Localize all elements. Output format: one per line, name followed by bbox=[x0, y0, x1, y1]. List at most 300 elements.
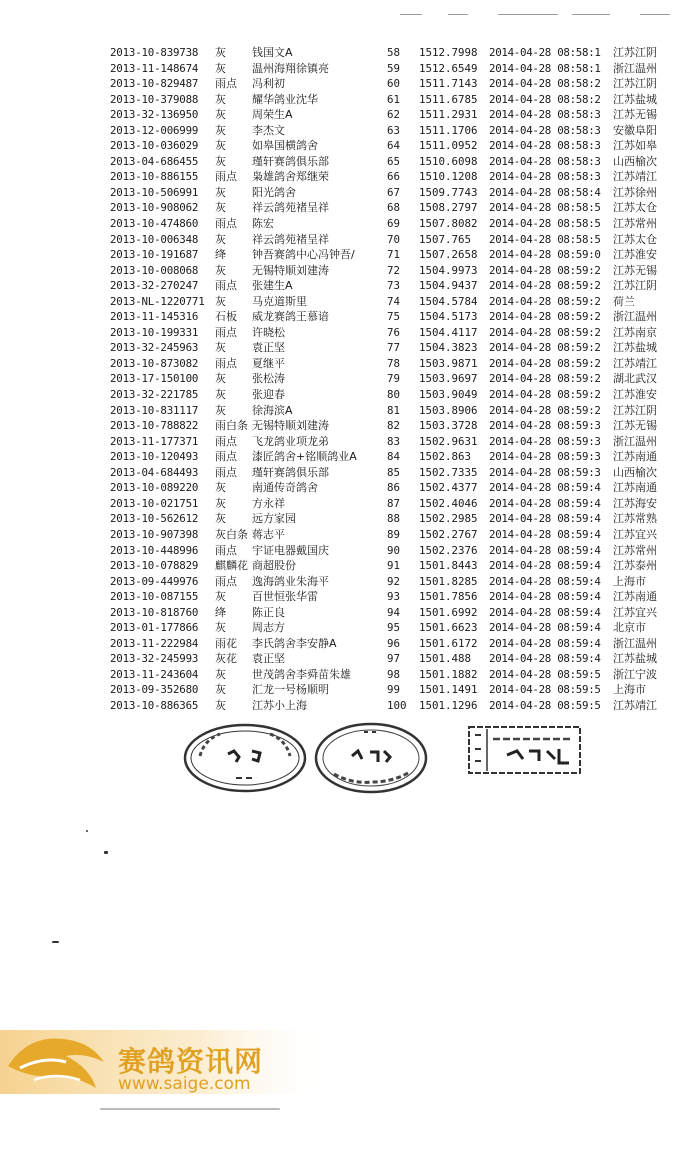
cell-place: 江苏常州 bbox=[613, 543, 657, 557]
cell-time: 2014-04-28 08:59:4 bbox=[489, 512, 601, 526]
cell-place: 江苏南通 bbox=[613, 590, 657, 604]
cell-owner: 南通传奇鸽舍 bbox=[252, 481, 318, 495]
cell-color: 灰 bbox=[215, 185, 226, 199]
cell-color: 雨点 bbox=[215, 170, 237, 184]
table-row bbox=[110, 138, 685, 154]
cell-time: 2014-04-28 08:59:3 bbox=[489, 465, 601, 479]
cell-speed: 1507.2658 bbox=[419, 248, 478, 262]
cell-time: 2014-04-28 08:59:0 bbox=[489, 248, 601, 262]
cell-speed: 1512.6549 bbox=[419, 61, 478, 75]
cell-rank: 78 bbox=[387, 356, 401, 370]
cell-rank: 58 bbox=[387, 46, 401, 59]
cell-color: 麒麟花 bbox=[215, 559, 248, 573]
cell-owner: 徐海滨A bbox=[252, 403, 293, 417]
cell-owner: 许晓松 bbox=[252, 325, 285, 339]
cell-owner: 世茂鸽舍李舜苗朱雄 bbox=[252, 667, 351, 681]
cell-time: 2014-04-28 08:59:4 bbox=[489, 574, 601, 588]
cell-speed: 1509.7743 bbox=[419, 185, 478, 199]
cell-color: 石板 bbox=[215, 310, 237, 324]
cell-owner: 陈宏 bbox=[252, 217, 274, 231]
cell-time: 2014-04-28 08:59:5 bbox=[489, 698, 601, 712]
table-row bbox=[110, 92, 685, 108]
cell-rank: 62 bbox=[387, 108, 401, 122]
cell-owner: 温州海翔徐镇亮 bbox=[252, 61, 329, 75]
cell-place: 江苏江阴 bbox=[613, 77, 657, 91]
cell-color: 灰 bbox=[215, 46, 226, 59]
cell-owner: 枭雄鸽舍郑继荣 bbox=[252, 170, 329, 184]
saige-logo-banner bbox=[0, 1022, 700, 1102]
table-row bbox=[110, 107, 685, 123]
cell-ring: 2013-10-506991 bbox=[110, 185, 199, 199]
cell-color: 灰 bbox=[215, 667, 226, 681]
table-row bbox=[110, 636, 685, 652]
cell-place: 江苏无锡 bbox=[613, 263, 657, 277]
cell-ring: 2013-11-222984 bbox=[110, 636, 199, 650]
cell-place: 江苏宜兴 bbox=[613, 527, 657, 541]
cell-owner: 祥云鸽苑褚呈祥 bbox=[252, 201, 329, 215]
cell-place: 湖北武汉 bbox=[613, 372, 657, 386]
cell-rank: 71 bbox=[387, 248, 401, 262]
cell-rank: 89 bbox=[387, 527, 401, 541]
table-row bbox=[110, 682, 685, 698]
table-row bbox=[110, 418, 685, 434]
cell-owner: 飞龙鸽业项龙弟 bbox=[252, 434, 329, 448]
cell-place: 浙江温州 bbox=[613, 61, 657, 75]
cell-speed: 1503.8906 bbox=[419, 403, 478, 417]
cell-rank: 65 bbox=[387, 154, 401, 168]
cell-speed: 1504.5173 bbox=[419, 310, 478, 324]
table-row bbox=[110, 154, 685, 170]
cell-speed: 1510.1208 bbox=[419, 170, 478, 184]
top-scan-mark bbox=[640, 14, 670, 15]
cell-owner: 阳光鸽舍 bbox=[252, 185, 296, 199]
cell-owner: 方永祥 bbox=[252, 496, 285, 510]
cell-ring: 2013-32-245993 bbox=[110, 652, 199, 666]
cell-owner: 威龙赛鸽王慕谙 bbox=[252, 310, 329, 324]
cell-speed: 1504.5784 bbox=[419, 294, 478, 308]
cell-color: 灰 bbox=[215, 263, 226, 277]
cell-ring: 2013-10-199331 bbox=[110, 325, 199, 339]
cell-owner: 百世恒张华雷 bbox=[252, 590, 318, 604]
table-row bbox=[110, 667, 685, 683]
cell-owner: 蒋志平 bbox=[252, 527, 285, 541]
cell-owner: 漆匠鸽舍+铭顺鸽业A bbox=[252, 450, 357, 464]
cell-place: 江苏如皋 bbox=[613, 139, 657, 153]
cell-speed: 1501.1882 bbox=[419, 667, 478, 681]
cell-place: 江苏淮安 bbox=[613, 388, 657, 402]
cell-speed: 1510.6098 bbox=[419, 154, 478, 168]
cell-ring: 2013-10-788822 bbox=[110, 419, 199, 433]
cell-rank: 84 bbox=[387, 450, 401, 464]
cell-owner: 袁正坚 bbox=[252, 341, 285, 355]
cell-rank: 87 bbox=[387, 496, 401, 510]
cell-time: 2014-04-28 08:59:4 bbox=[489, 481, 601, 495]
scan-speck bbox=[86, 830, 88, 832]
cell-color: 灰 bbox=[215, 154, 226, 168]
table-row bbox=[110, 605, 685, 621]
cell-rank: 88 bbox=[387, 512, 401, 526]
cell-ring: 2013-32-221785 bbox=[110, 388, 199, 402]
cell-ring: 2013-32-136950 bbox=[110, 108, 199, 122]
cell-speed: 1501.6992 bbox=[419, 605, 478, 619]
cell-time: 2014-04-28 08:58:3 bbox=[489, 154, 601, 168]
table-row bbox=[110, 589, 685, 605]
table-row bbox=[110, 294, 685, 310]
cell-color: 雨点 bbox=[215, 325, 237, 339]
cell-ring: 2013-NL-1220771 bbox=[110, 294, 205, 308]
table-row bbox=[110, 449, 685, 465]
cell-color: 雨点 bbox=[215, 356, 237, 370]
cell-ring: 2013-10-448996 bbox=[110, 543, 199, 557]
cell-owner: 陈正良 bbox=[252, 605, 285, 619]
cell-place: 江苏南京 bbox=[613, 325, 657, 339]
cell-rank: 74 bbox=[387, 294, 401, 308]
cell-rank: 64 bbox=[387, 139, 401, 153]
cell-time: 2014-04-28 08:59:3 bbox=[489, 419, 601, 433]
cell-color: 雨点 bbox=[215, 217, 237, 231]
cell-owner: 江苏小上海 bbox=[252, 698, 307, 712]
cell-speed: 1507.8082 bbox=[419, 217, 478, 231]
cell-ring: 2013-10-089220 bbox=[110, 481, 199, 495]
cell-speed: 1502.9631 bbox=[419, 434, 478, 448]
cell-rank: 59 bbox=[387, 61, 401, 75]
cell-place: 北京市 bbox=[613, 621, 646, 635]
cell-speed: 1502.2985 bbox=[419, 512, 478, 526]
cell-owner: 周荣生A bbox=[252, 108, 293, 122]
cell-color: 雨点 bbox=[215, 574, 237, 588]
cell-ring: 2013-10-818760 bbox=[110, 605, 199, 619]
cell-time: 2014-04-28 08:59:4 bbox=[489, 559, 601, 573]
cell-ring: 2013-10-873082 bbox=[110, 356, 199, 370]
cell-color: 灰 bbox=[215, 621, 226, 635]
cell-place: 江苏盐城 bbox=[613, 652, 657, 666]
cell-time: 2014-04-28 08:58:5 bbox=[489, 232, 601, 246]
cell-ring: 2013-10-886365 bbox=[110, 698, 199, 712]
table-row bbox=[110, 185, 685, 201]
cell-owner: 夏继平 bbox=[252, 356, 285, 370]
cell-color: 灰 bbox=[215, 123, 226, 137]
cell-owner: 远方家园 bbox=[252, 512, 296, 526]
cell-place: 江苏海安 bbox=[613, 496, 657, 510]
cell-rank: 79 bbox=[387, 372, 401, 386]
cell-place: 江苏泰州 bbox=[613, 559, 657, 573]
cell-place: 江苏无锡 bbox=[613, 419, 657, 433]
cell-place: 安徽阜阳 bbox=[613, 123, 657, 137]
cell-color: 灰 bbox=[215, 92, 226, 106]
cell-speed: 1508.2797 bbox=[419, 201, 478, 215]
table-row bbox=[110, 698, 685, 714]
cell-time: 2014-04-28 08:59:2 bbox=[489, 294, 601, 308]
table-row bbox=[110, 61, 685, 77]
cell-time: 2014-04-28 08:59:4 bbox=[489, 636, 601, 650]
cell-owner: 无锡特顺刘建涛 bbox=[252, 419, 329, 433]
table-row bbox=[110, 434, 685, 450]
referee-seal-round-middle bbox=[312, 718, 430, 796]
cell-color: 雨点 bbox=[215, 77, 237, 91]
cell-place: 山西榆次 bbox=[613, 465, 657, 479]
cell-owner: 钟吾赛鸽中心冯钟吾/ bbox=[252, 248, 355, 262]
cell-color: 雨点 bbox=[215, 543, 237, 557]
cell-time: 2014-04-28 08:59:3 bbox=[489, 450, 601, 464]
cell-place: 江苏江阴 bbox=[613, 403, 657, 417]
table-row bbox=[110, 403, 685, 419]
cell-place: 江苏南通 bbox=[613, 450, 657, 464]
watermark-url: www.saige.com bbox=[118, 1074, 251, 1094]
cell-time: 2014-04-28 08:59:4 bbox=[489, 605, 601, 619]
cell-place: 江苏靖江 bbox=[613, 170, 657, 184]
cell-time: 2014-04-28 08:58:4 bbox=[489, 185, 601, 199]
cell-color: 灰 bbox=[215, 139, 226, 153]
cell-rank: 75 bbox=[387, 310, 401, 324]
cell-color: 灰 bbox=[215, 294, 226, 308]
cell-time: 2014-04-28 08:59:2 bbox=[489, 388, 601, 402]
cell-speed: 1512.7998 bbox=[419, 46, 478, 59]
cell-time: 2014-04-28 08:58:5 bbox=[489, 217, 601, 231]
cell-speed: 1503.9049 bbox=[419, 388, 478, 402]
table-row bbox=[110, 76, 685, 92]
table-row bbox=[110, 511, 685, 527]
cell-time: 2014-04-28 08:58:3 bbox=[489, 139, 601, 153]
table-row bbox=[110, 200, 685, 216]
cell-ring: 2013-11-145316 bbox=[110, 310, 199, 324]
cell-owner: 汇龙一号杨顺明 bbox=[252, 683, 329, 697]
cell-color: 雨点 bbox=[215, 450, 237, 464]
cell-place: 浙江温州 bbox=[613, 434, 657, 448]
cell-color: 灰 bbox=[215, 388, 226, 402]
cell-owner: 钱国文A bbox=[252, 46, 293, 59]
cell-rank: 81 bbox=[387, 403, 401, 417]
cell-owner: 马克道斯里 bbox=[252, 294, 307, 308]
table-row bbox=[110, 325, 685, 341]
cell-ring: 2013-10-379088 bbox=[110, 92, 199, 106]
cell-time: 2014-04-28 08:59:2 bbox=[489, 263, 601, 277]
cell-ring: 2013-10-886155 bbox=[110, 170, 199, 184]
cell-ring: 2013-09-352680 bbox=[110, 683, 199, 697]
table-row bbox=[110, 232, 685, 248]
cell-color: 雨花 bbox=[215, 636, 237, 650]
cell-ring: 2013-10-087155 bbox=[110, 590, 199, 604]
cell-ring: 2013-04-684493 bbox=[110, 465, 199, 479]
cell-rank: 67 bbox=[387, 185, 401, 199]
cell-speed: 1503.3728 bbox=[419, 419, 478, 433]
cell-place: 江苏靖江 bbox=[613, 356, 657, 370]
table-row bbox=[110, 465, 685, 481]
cell-time: 2014-04-28 08:59:4 bbox=[489, 543, 601, 557]
cell-rank: 91 bbox=[387, 559, 401, 573]
top-scan-mark bbox=[400, 14, 422, 15]
cell-speed: 1504.9973 bbox=[419, 263, 478, 277]
cell-time: 2014-04-28 08:59:4 bbox=[489, 590, 601, 604]
cell-color: 灰 bbox=[215, 108, 226, 122]
cell-place: 江苏宜兴 bbox=[613, 605, 657, 619]
cell-color: 灰 bbox=[215, 481, 226, 495]
table-row bbox=[110, 371, 685, 387]
cell-rank: 97 bbox=[387, 652, 401, 666]
cell-speed: 1507.765 bbox=[419, 232, 472, 246]
cell-rank: 77 bbox=[387, 341, 401, 355]
cell-ring: 2013-11-148674 bbox=[110, 61, 199, 75]
table-row bbox=[110, 123, 685, 139]
cell-owner: 张建生A bbox=[252, 279, 293, 293]
cell-speed: 1501.8443 bbox=[419, 559, 478, 573]
cell-time: 2014-04-28 08:58:1 bbox=[489, 61, 601, 75]
cell-speed: 1504.4117 bbox=[419, 325, 478, 339]
cell-ring: 2013-10-839738 bbox=[110, 46, 199, 59]
cell-speed: 1501.6623 bbox=[419, 621, 478, 635]
cell-speed: 1501.1296 bbox=[419, 698, 478, 712]
bottom-scan-mark bbox=[100, 1108, 280, 1110]
table-row bbox=[110, 651, 685, 667]
scan-speck bbox=[104, 851, 108, 854]
cell-owner: 张松涛 bbox=[252, 372, 285, 386]
cell-speed: 1511.0952 bbox=[419, 139, 478, 153]
cell-speed: 1502.2376 bbox=[419, 543, 478, 557]
table-row bbox=[110, 356, 685, 372]
cell-ring: 2013-10-474860 bbox=[110, 217, 199, 231]
cell-color: 灰 bbox=[215, 232, 226, 246]
cell-time: 2014-04-28 08:59:5 bbox=[489, 683, 601, 697]
cell-rank: 94 bbox=[387, 605, 401, 619]
cell-time: 2014-04-28 08:59:4 bbox=[489, 652, 601, 666]
cell-rank: 82 bbox=[387, 419, 401, 433]
cell-color: 绛 bbox=[215, 248, 226, 262]
cell-ring: 2013-12-006999 bbox=[110, 123, 199, 137]
results-table bbox=[110, 45, 685, 714]
cell-ring: 2013-09-449976 bbox=[110, 574, 199, 588]
cell-time: 2014-04-28 08:58:5 bbox=[489, 201, 601, 215]
cell-time: 2014-04-28 08:59:4 bbox=[489, 527, 601, 541]
cell-place: 江苏无锡 bbox=[613, 108, 657, 122]
table-row bbox=[110, 574, 685, 590]
cell-speed: 1503.9871 bbox=[419, 356, 478, 370]
cell-ring: 2013-10-191687 bbox=[110, 248, 199, 262]
cell-place: 山西榆次 bbox=[613, 154, 657, 168]
cell-ring: 2013-10-908062 bbox=[110, 201, 199, 215]
cell-color: 灰 bbox=[215, 512, 226, 526]
cell-place: 江苏南通 bbox=[613, 481, 657, 495]
table-row bbox=[110, 247, 685, 263]
cell-speed: 1511.1706 bbox=[419, 123, 478, 137]
table-row bbox=[110, 387, 685, 403]
top-scan-mark bbox=[498, 14, 558, 15]
cell-time: 2014-04-28 08:59:2 bbox=[489, 341, 601, 355]
cell-place: 江苏常熟 bbox=[613, 512, 657, 526]
cell-ring: 2013-11-243604 bbox=[110, 667, 199, 681]
cell-speed: 1501.8285 bbox=[419, 574, 478, 588]
cell-rank: 68 bbox=[387, 201, 401, 215]
scan-speck bbox=[52, 941, 59, 943]
table-row bbox=[110, 45, 685, 61]
cell-place: 江苏徐州 bbox=[613, 185, 657, 199]
cell-rank: 99 bbox=[387, 683, 401, 697]
cell-place: 江苏淮安 bbox=[613, 248, 657, 262]
cell-speed: 1501.6172 bbox=[419, 636, 478, 650]
cell-owner: 无锡特顺刘建涛 bbox=[252, 263, 329, 277]
cell-place: 江苏太仓 bbox=[613, 201, 657, 215]
table-row bbox=[110, 480, 685, 496]
cell-speed: 1504.3823 bbox=[419, 341, 478, 355]
cell-color: 灰 bbox=[215, 403, 226, 417]
cell-rank: 83 bbox=[387, 434, 401, 448]
cell-time: 2014-04-28 08:59:2 bbox=[489, 279, 601, 293]
cell-color: 灰 bbox=[215, 683, 226, 697]
cell-color: 雨点 bbox=[215, 434, 237, 448]
cell-owner: 祥云鸽苑褚呈祥 bbox=[252, 232, 329, 246]
cell-time: 2014-04-28 08:58:3 bbox=[489, 123, 601, 137]
cell-owner: 逸海鸽业朱海平 bbox=[252, 574, 329, 588]
cell-speed: 1511.2931 bbox=[419, 108, 478, 122]
cell-rank: 66 bbox=[387, 170, 401, 184]
cell-rank: 72 bbox=[387, 263, 401, 277]
cell-ring: 2013-32-270247 bbox=[110, 279, 199, 293]
cell-owner: 冯利初 bbox=[252, 77, 285, 91]
cell-ring: 2013-10-120493 bbox=[110, 450, 199, 464]
cell-place: 浙江宁波 bbox=[613, 667, 657, 681]
cell-speed: 1502.863 bbox=[419, 450, 472, 464]
cell-speed: 1504.9437 bbox=[419, 279, 478, 293]
cell-color: 灰白条 bbox=[215, 527, 248, 541]
cell-time: 2014-04-28 08:58:3 bbox=[489, 108, 601, 122]
cell-rank: 76 bbox=[387, 325, 401, 339]
cell-speed: 1502.7335 bbox=[419, 465, 478, 479]
cell-place: 江苏常州 bbox=[613, 217, 657, 231]
cell-ring: 2013-01-177866 bbox=[110, 621, 199, 635]
cell-color: 灰 bbox=[215, 201, 226, 215]
cell-place: 江苏靖江 bbox=[613, 698, 657, 712]
cell-ring: 2013-32-245963 bbox=[110, 341, 199, 355]
cell-rank: 100 bbox=[387, 698, 407, 712]
cell-ring: 2013-10-078829 bbox=[110, 559, 199, 573]
cell-rank: 69 bbox=[387, 217, 401, 231]
top-scan-mark bbox=[448, 14, 468, 15]
cell-owner: 瑾轩赛鸽俱乐部 bbox=[252, 465, 329, 479]
cell-rank: 86 bbox=[387, 481, 401, 495]
cell-speed: 1502.4377 bbox=[419, 481, 478, 495]
cell-color: 雨点 bbox=[215, 465, 237, 479]
cell-speed: 1502.2767 bbox=[419, 527, 478, 541]
cell-speed: 1501.488 bbox=[419, 652, 472, 666]
cell-speed: 1501.7856 bbox=[419, 590, 478, 604]
cell-color: 灰 bbox=[215, 372, 226, 386]
cell-color: 绛 bbox=[215, 605, 226, 619]
cell-rank: 70 bbox=[387, 232, 401, 246]
cell-place: 上海市 bbox=[613, 683, 646, 697]
table-row bbox=[110, 558, 685, 574]
cell-ring: 2013-10-008068 bbox=[110, 263, 199, 277]
cell-rank: 96 bbox=[387, 636, 401, 650]
cell-speed: 1511.7143 bbox=[419, 77, 478, 91]
cell-time: 2014-04-28 08:59:2 bbox=[489, 310, 601, 324]
cell-place: 江苏盐城 bbox=[613, 341, 657, 355]
cell-ring: 2013-17-150100 bbox=[110, 372, 199, 386]
table-row bbox=[110, 169, 685, 185]
cell-color: 灰 bbox=[215, 590, 226, 604]
cell-color: 雨点 bbox=[215, 279, 237, 293]
cell-color: 灰花 bbox=[215, 652, 237, 666]
cell-time: 2014-04-28 08:59:2 bbox=[489, 356, 601, 370]
watermark-site-name: 赛鸽资讯网 bbox=[118, 1045, 264, 1078]
table-row bbox=[110, 340, 685, 356]
cell-ring: 2013-10-829487 bbox=[110, 77, 199, 91]
cell-rank: 80 bbox=[387, 388, 401, 402]
cell-time: 2014-04-28 08:58:1 bbox=[489, 46, 601, 59]
cell-owner: 周志方 bbox=[252, 621, 285, 635]
cell-owner: 张迎春 bbox=[252, 388, 285, 402]
cell-owner: 如皋国横鸽舍 bbox=[252, 139, 318, 153]
top-scan-mark bbox=[572, 14, 610, 15]
cell-rank: 61 bbox=[387, 92, 401, 106]
cell-rank: 92 bbox=[387, 574, 401, 588]
